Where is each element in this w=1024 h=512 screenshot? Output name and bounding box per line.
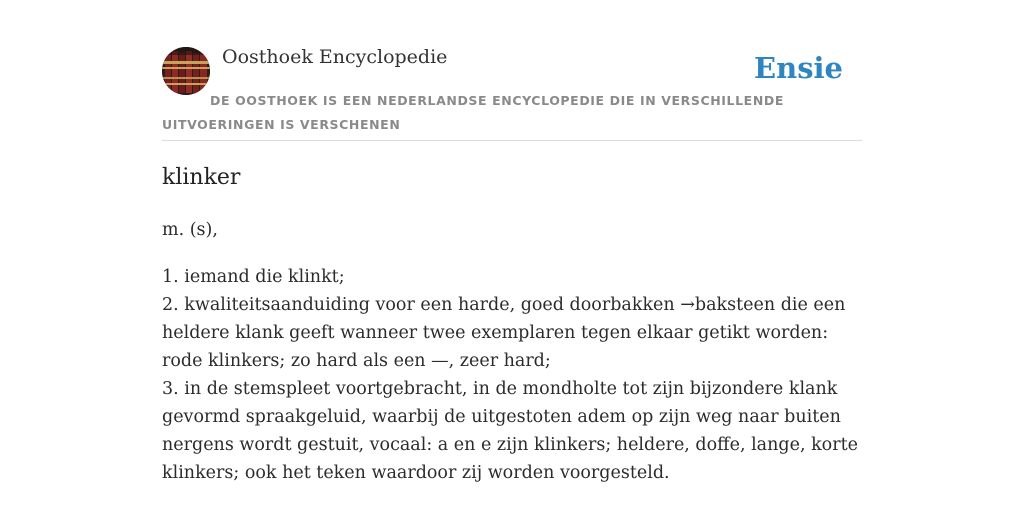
entry-content bbox=[162, 162, 862, 487]
sense-3: 3. in de stemspleet voortgebracht, in de mondholte tot zijn bijzondere klank gevormd spraakgeluid, waarbij de uitgestoten adem op zijn weg naar buiten nergens wordt gestuit, vocaal: a en e zijn klinkers; heldere, doffe, lange, korte klinkers; ook het teken waardoor zij worden voorgesteld. bbox=[162, 379, 858, 483]
entry-headword: klinker bbox=[162, 165, 241, 190]
entry-grammar: m. (s), bbox=[162, 220, 218, 240]
site-title[interactable]: Oosthoek Encyclopedie bbox=[222, 46, 448, 68]
encyclopedia-books-icon[interactable] bbox=[162, 47, 210, 95]
site-tagline: DE OOSTHOEK IS EEN NEDERLANDSE ENCYCLOPEDIE DIE IN VERSCHILLENDE UITVOERINGEN IS VERSCHENEN bbox=[162, 93, 784, 132]
sense-1: 1. iemand die klinkt; bbox=[162, 267, 345, 287]
site-header bbox=[162, 44, 862, 141]
brand-logo[interactable]: Ensie bbox=[754, 51, 843, 85]
sense-2: 2. kwaliteitsaanduiding voor een harde, goed doorbakken →baksteen die een heldere klank geeft wanneer twee exemplaren tegen elkaar getikt worden: rode klinkers; zo hard als een —, zeer hard; bbox=[162, 295, 846, 371]
entry-senses bbox=[162, 263, 862, 487]
